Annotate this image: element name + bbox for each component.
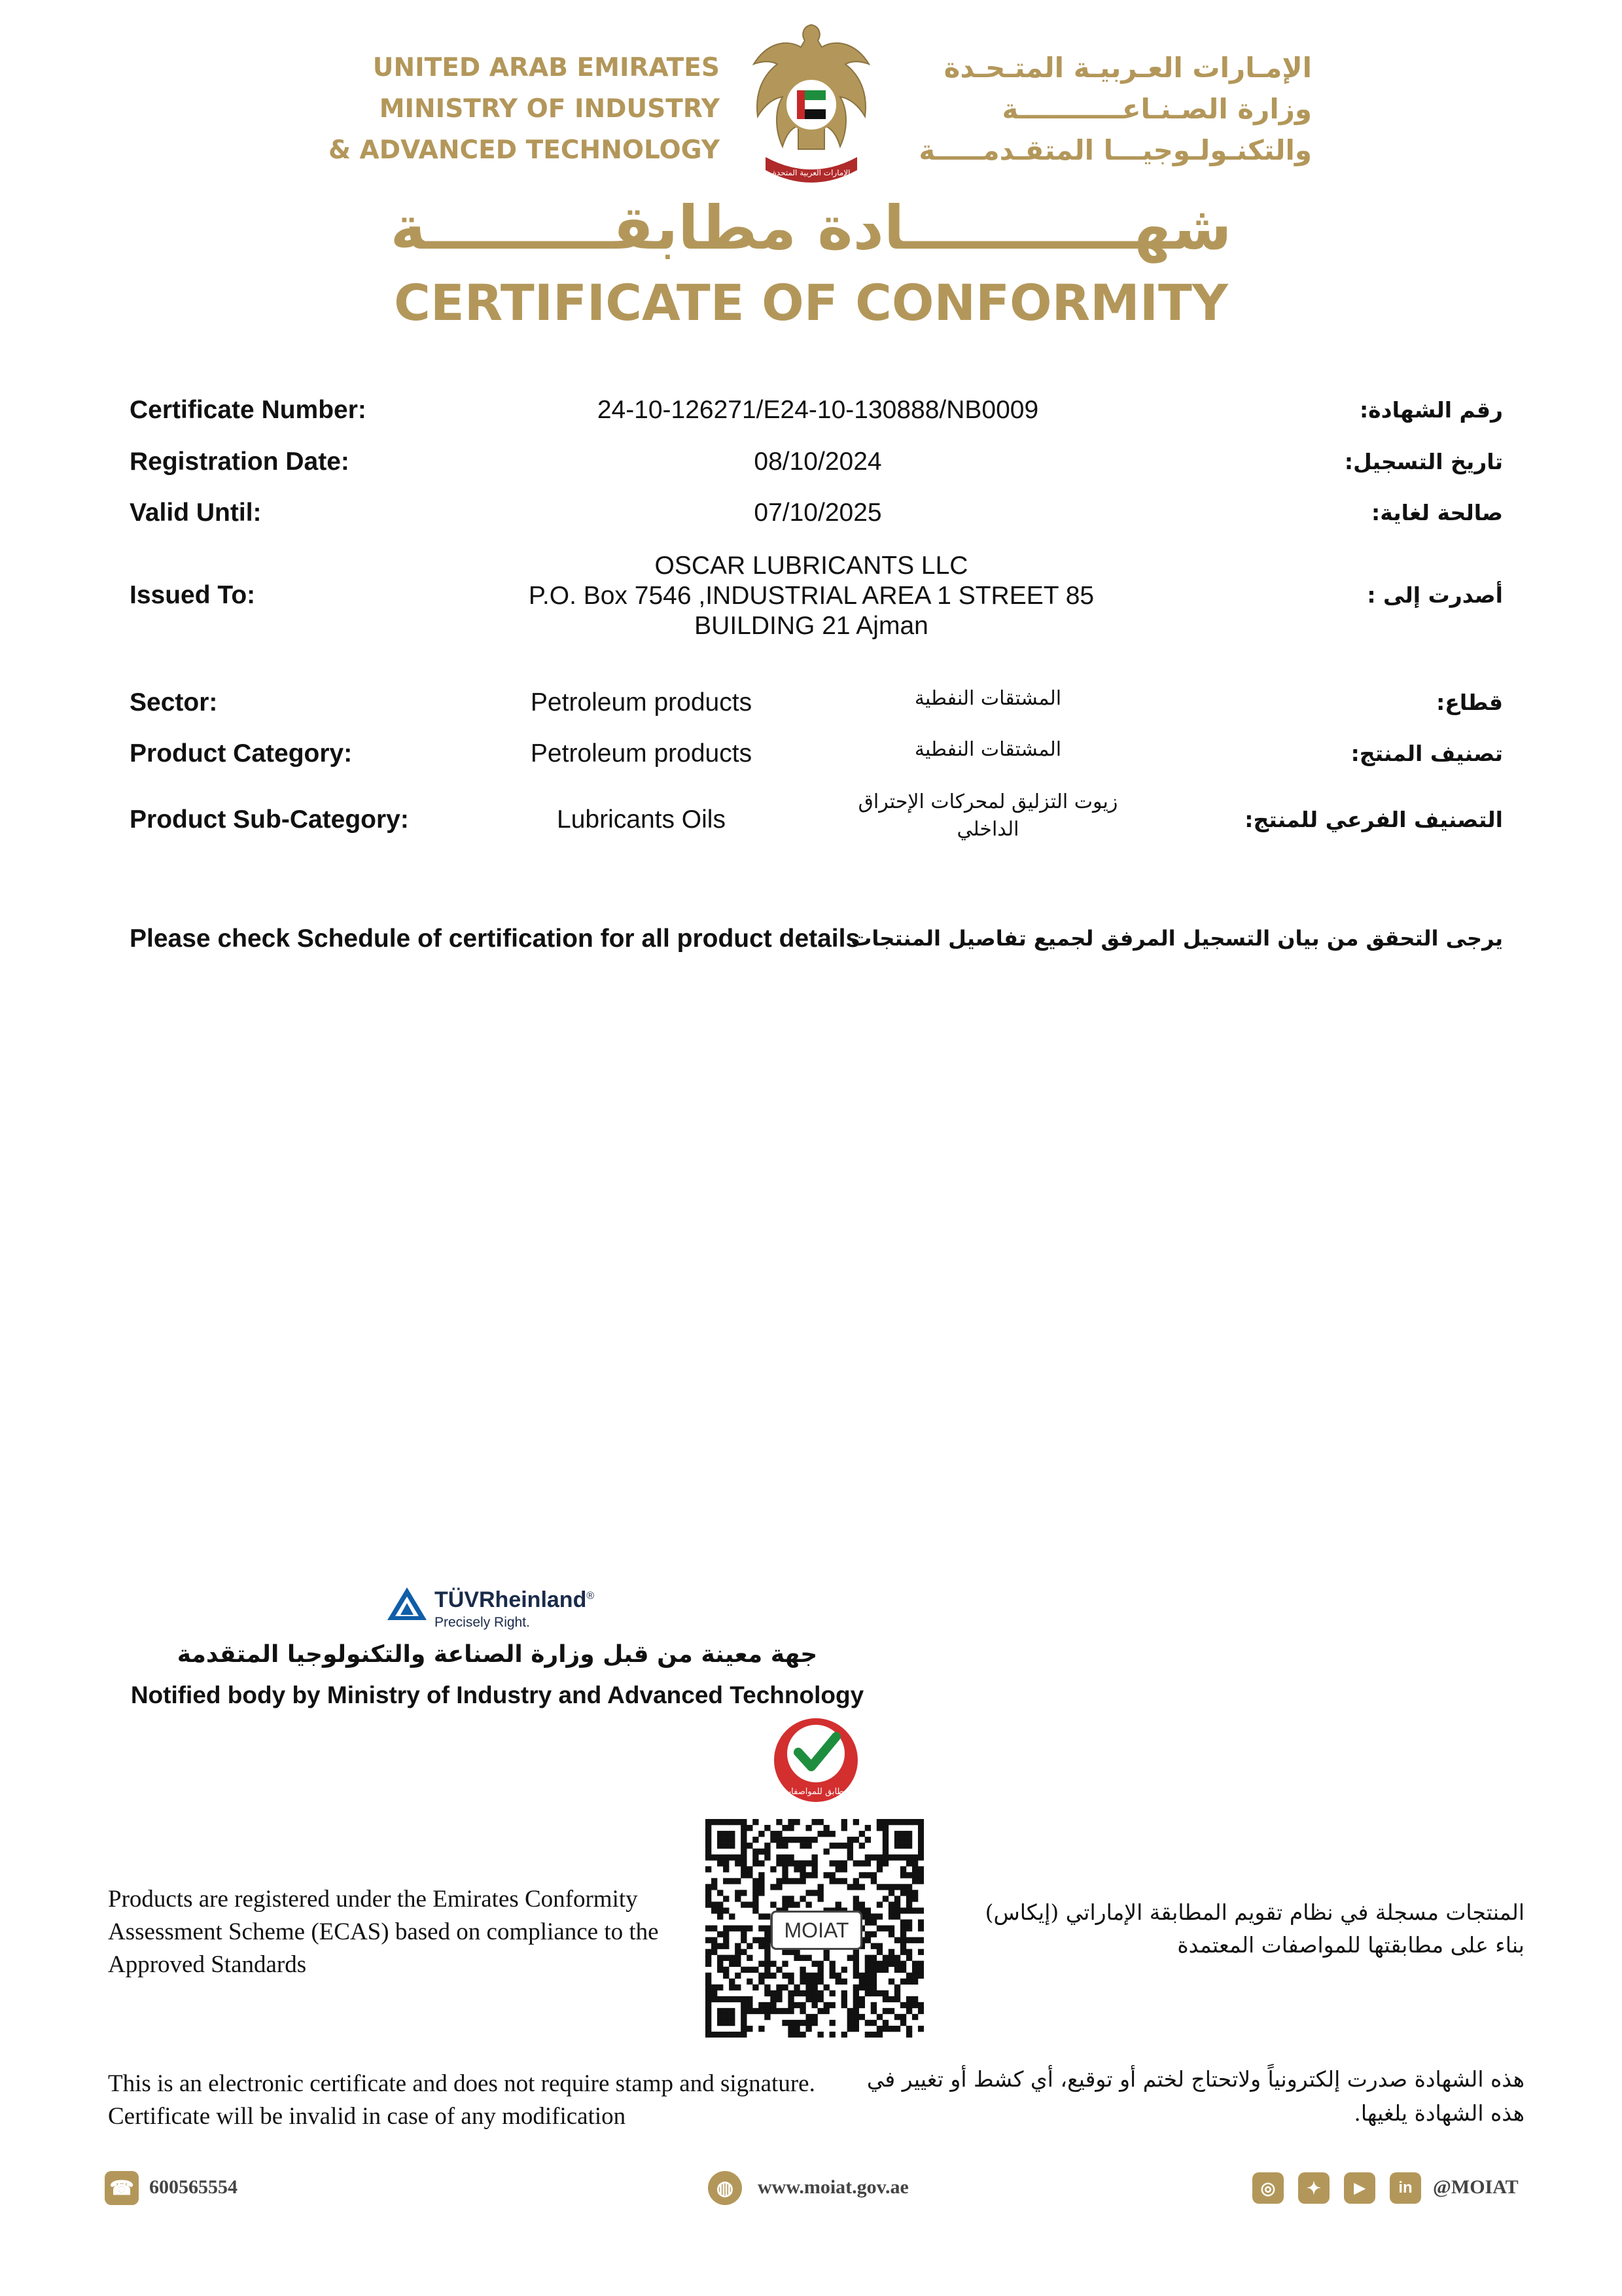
valid-until-label-ar: صالحة لغاية: (1371, 500, 1503, 525)
registered-mark: ® (586, 1590, 595, 1602)
footer-website[interactable]: www.moiat.gov.ae (758, 2176, 909, 2198)
sector-value-ar: المشتقات النفطية (914, 687, 1062, 710)
product-category-label: Product Category: (130, 739, 353, 768)
globe-icon: ◍ (708, 2171, 742, 2205)
header-line: & ADVANCED TECHNOLOGY (328, 135, 720, 165)
footer-phone[interactable]: 600565554 (149, 2176, 238, 2198)
youtube-icon[interactable]: ▶ (1344, 2172, 1375, 2204)
certificate-title-ar: شهـــــــــــادة مطابقـــــــــة (390, 193, 1232, 263)
issued-to-label-ar: أصدرت إلى : (1367, 582, 1503, 608)
issued-to-label: Issued To: (130, 581, 256, 609)
tuv-brand-text: TÜVRheinland (434, 1587, 587, 1612)
schedule-note-ar: يرجى التحقق من بيان التسجيل المرفق لجميع تفاصيل المنتجات (851, 926, 1503, 951)
address-line: OSCAR LUBRICANTS LLC (654, 552, 968, 580)
ministry-name-ar (906, 47, 1312, 171)
tuv-brand-name (434, 1587, 594, 1613)
tuv-rheinland-logo (386, 1583, 608, 1636)
product-sub-category-value: Lubricants Oils (557, 805, 726, 834)
ecas-conformity-mark (772, 1713, 860, 1811)
address-line: P.O. Box 7546 ,INDUSTRIAL AREA 1 STREET 85 (528, 582, 1095, 610)
sector-label-ar: قطاع: (1436, 690, 1503, 715)
ecas-mark-text: مطابق للمواصفات (783, 1787, 849, 1797)
emblem-banner-text: الإمارات العربية المتحدة (772, 168, 851, 177)
header-line: UNITED ARAB EMIRATES (372, 53, 720, 82)
certificate-title-en: CERTIFICATE OF CONFORMITY (394, 274, 1228, 332)
product-category-value: Petroleum products (530, 739, 752, 768)
valid-until-label: Valid Until: (130, 499, 262, 527)
product-sub-category-label: Product Sub-Category: (130, 805, 409, 834)
sector-value: Petroleum products (530, 688, 752, 716)
ecas-statement-en: Products are registered under the Emirates Conformity Assessment Scheme (ECAS) based on compliance to the Approved Standards (108, 1886, 659, 1978)
linkedin-icon[interactable]: in (1390, 2172, 1421, 2204)
instagram-icon[interactable]: ◎ (1252, 2172, 1284, 2204)
header-line: وزارة الصـنـاعـــــــــــة (1002, 93, 1312, 125)
certificate-number-label: Certificate Number: (130, 396, 366, 424)
ministry-name-en (288, 47, 720, 171)
valid-until-value: 07/10/2025 (754, 499, 882, 527)
notified-body-en: Notified body by Ministry of Industry and Advanced Technology (130, 1682, 864, 1708)
tuv-triangle-icon (386, 1586, 428, 1621)
registration-date-label: Registration Date: (130, 448, 349, 476)
registration-date-value: 08/10/2024 (754, 448, 882, 476)
product-sub-category-value-ar: زيوت التزليق لمحركات الإحتراق الداخلي (858, 790, 1118, 841)
tuv-tagline: Precisely Right. (434, 1615, 530, 1630)
header-line: والتكنـولـوجيـــا المتقـدمـــــة (919, 134, 1312, 166)
schedule-note-en: Please check Schedule of certification for all product details (130, 925, 860, 953)
product-category-value-ar: المشتقات النفطية (914, 738, 1062, 761)
product-sub-category-label-ar: التصنيف الفرعي للمنتج: (1244, 807, 1503, 832)
certificate-number-value: 24-10-126271/E24-10-130888/NB0009 (597, 396, 1039, 424)
notified-body-ar: جهة معينة من قبل وزارة الصناعة والتكنولوجيا المتقدمة (177, 1641, 818, 1668)
electronic-certificate-note-ar: هذه الشهادة صدرت إلكترونياً ولاتحتاج لختم أو توقيع، أي كشط أو تغيير في هذه الشهادة يلغيها. (866, 2066, 1525, 2126)
sector-label: Sector: (130, 688, 218, 716)
registration-date-label-ar: تاريخ التسجيل: (1344, 449, 1503, 474)
uae-emblem-logo (746, 18, 877, 188)
phone-icon: ☎ (105, 2171, 139, 2205)
footer-social-handle[interactable]: @MOIAT (1433, 2176, 1519, 2198)
header-line: MINISTRY OF INDUSTRY (379, 94, 720, 124)
ecas-statement-ar: المنتجات مسجلة في نظام تقويم المطابقة الإماراتي (إيكاس) بناء على مطابقتها للمواصفات المعتمدة (985, 1899, 1525, 1958)
product-category-label-ar: تصنيف المنتج: (1350, 741, 1503, 766)
electronic-certificate-note-en: This is an electronic certificate and does not require stamp and signature. Certificate will be invalid in case of any modification (108, 2070, 815, 2130)
issued-to-address (432, 551, 1191, 641)
address-line: BUILDING 21 Ajman (694, 612, 928, 640)
header-line: الإمـارات العـربيـة المتـحـدة (943, 52, 1312, 84)
qr-moiat-label: MOIAT (771, 1911, 862, 1950)
certificate-number-label-ar: رقم الشهادة: (1359, 397, 1503, 423)
verification-qr-code[interactable] (705, 1819, 924, 2038)
twitter-icon[interactable]: ✦ (1298, 2172, 1330, 2204)
